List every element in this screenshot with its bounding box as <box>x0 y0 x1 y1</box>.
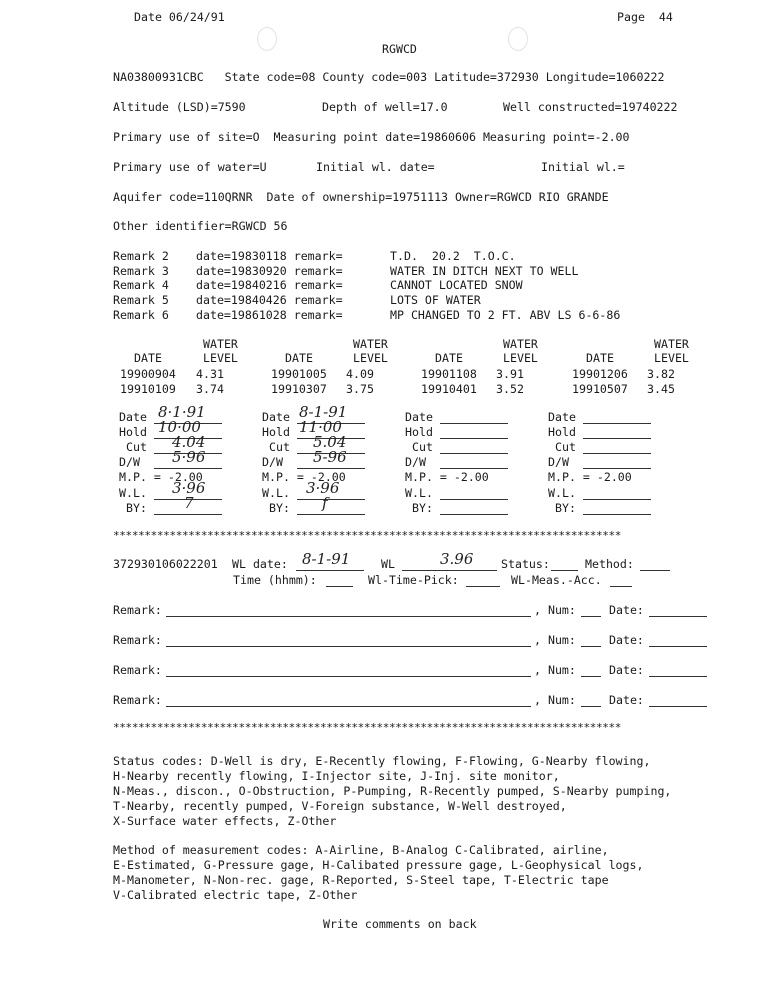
depth-of-well: Depth of well=17.0 <box>322 100 448 114</box>
form-date-label: Date <box>119 410 147 424</box>
num-label: , Num: <box>534 633 576 647</box>
punch-hole-right <box>508 27 528 51</box>
col-header-water: WATER <box>203 337 238 351</box>
method-label: Method: <box>585 557 634 571</box>
remark-entry-label: Remark: <box>113 663 162 677</box>
form-dw-label: D/W <box>548 455 569 469</box>
page-number: Page 44 <box>617 10 673 24</box>
remark-entry-field[interactable] <box>166 676 531 677</box>
method-code-line: V-Calibrated electric tape, Z-Other <box>113 888 358 902</box>
form-mp-label: M.P. = -2.00 <box>548 470 632 484</box>
site-line-1: NA03800931CBC State code=08 County code=003 Latitude=372930 Longitude=1060222 <box>113 70 665 84</box>
remark-date: date=19840216 remark= <box>196 278 343 292</box>
num-label: , Num: <box>534 603 576 617</box>
separator-top: ********************************************************************************* <box>113 529 622 542</box>
table-cell: 19901005 <box>271 367 327 381</box>
status-code-line: X-Surface water effects, Z-Other <box>113 814 337 828</box>
primary-use-water: Primary use of water=U <box>113 160 267 174</box>
form-wl-label: W.L. <box>262 486 290 500</box>
form-dw-label: D/W <box>262 455 283 469</box>
form-by-signature[interactable]: f <box>322 494 328 512</box>
form-hold-label: Hold <box>119 425 147 439</box>
status-code-line: Status codes: D-Well is dry, E-Recently flowing, F-Flowing, G-Nearby flowing, <box>113 754 651 768</box>
form-mp-label: M.P. = -2.00 <box>262 470 346 484</box>
wl-label: WL <box>381 557 395 571</box>
meas-acc-label: WL-Meas.-Acc. <box>511 573 602 587</box>
method-code-line: M-Manometer, N-Non-rec. gage, R-Reported, S-Steel tape, T-Electric tape <box>113 873 609 887</box>
date-label: Date: <box>609 603 644 617</box>
table-cell: 3.45 <box>647 382 675 396</box>
remark-text: MP CHANGED TO 2 FT. ABV LS 6-6-86 <box>390 308 621 322</box>
form-date-label: Date <box>262 410 290 424</box>
altitude: Altitude (LSD)=7590 <box>113 100 246 114</box>
remark-entry-field[interactable] <box>166 706 531 707</box>
footer-note: Write comments on back <box>323 917 477 931</box>
punch-hole-left <box>257 27 277 51</box>
table-cell: 19910401 <box>421 382 477 396</box>
report-date: Date 06/24/91 <box>134 10 225 24</box>
form-by-label: BY: <box>555 501 576 515</box>
form-hold-label: Hold <box>405 425 433 439</box>
form-cut-label: Cut <box>269 440 290 454</box>
table-cell: 3.74 <box>196 382 224 396</box>
remark-entry-label: Remark: <box>113 693 162 707</box>
date-label: Date: <box>609 663 644 677</box>
form-cut-value[interactable]: 4.04 <box>172 433 206 451</box>
form-hold-label: Hold <box>548 425 576 439</box>
col-header-level: LEVEL <box>203 351 238 365</box>
col-header-date: DATE <box>586 351 614 365</box>
col-header-level: LEVEL <box>654 351 689 365</box>
remark-label: Remark 6 <box>113 308 169 322</box>
form-dw-label: D/W <box>119 455 140 469</box>
form-wl-value[interactable]: 3·96 <box>306 479 340 497</box>
form-date-value[interactable]: 8-1-91 <box>299 403 348 421</box>
remark-text: LOTS OF WATER <box>390 293 481 307</box>
remark-text: CANNOT LOCATED SNOW <box>390 278 523 292</box>
num-label: , Num: <box>534 693 576 707</box>
site-line-3: Primary use of site=O Measuring point date=19860606 Measuring point=-2.00 <box>113 130 630 144</box>
remark-entry-field[interactable] <box>166 646 531 647</box>
table-cell: 19910109 <box>120 382 176 396</box>
table-cell: 19910307 <box>271 382 327 396</box>
form-dw-value[interactable]: 5·96 <box>172 448 206 466</box>
form-cut-value[interactable]: 5.04 <box>313 433 347 451</box>
remark-date: date=19861028 remark= <box>196 308 343 322</box>
table-cell: 19910507 <box>572 382 628 396</box>
col-header-water: WATER <box>353 337 388 351</box>
remark-date: date=19830118 remark= <box>196 249 343 263</box>
table-cell: 3.75 <box>346 382 374 396</box>
form-dw-value[interactable]: 5-96 <box>313 448 347 466</box>
form-hold-value[interactable]: 10·00 <box>158 418 201 436</box>
table-cell: 3.91 <box>496 367 524 381</box>
remark-entry-label: Remark: <box>113 633 162 647</box>
form-mp-label: M.P. = -2.00 <box>119 470 203 484</box>
method-code-line: E-Estimated, G-Pressure gage, H-Calibated pressure gage, L-Geophysical logs, <box>113 858 644 872</box>
status-code-line: H-Nearby recently flowing, I-Injector site, J-Inj. site monitor, <box>113 769 560 783</box>
table-cell: 19900904 <box>120 367 176 381</box>
table-cell: 19901206 <box>572 367 628 381</box>
remark-label: Remark 2 <box>113 249 169 263</box>
table-cell: 19901108 <box>421 367 477 381</box>
remark-label: Remark 5 <box>113 293 169 307</box>
form-hold-label: Hold <box>262 425 290 439</box>
form-cut-label: Cut <box>555 440 576 454</box>
form-mp-label: M.P. = -2.00 <box>405 470 489 484</box>
date-label: Date: <box>609 693 644 707</box>
remark-label: Remark 3 <box>113 264 169 278</box>
status-code-line: T-Nearby, recently pumped, V-Foreign substance, W-Well destroyed, <box>113 799 567 813</box>
status-code-line: N-Meas., discon., O-Obstruction, P-Pumping, R-Recently pumped, S-Nearby pumping, <box>113 784 672 798</box>
col-header-water: WATER <box>654 337 689 351</box>
form-date-label: Date <box>405 410 433 424</box>
remark-label: Remark 4 <box>113 278 169 292</box>
remark-text: WATER IN DITCH NEXT TO WELL <box>390 264 579 278</box>
separator-bottom: ********************************************************************************* <box>113 721 622 734</box>
wl-date-label: WL date: <box>232 557 288 571</box>
date-label: Date: <box>609 633 644 647</box>
remark-entry-label: Remark: <box>113 603 162 617</box>
col-header-water: WATER <box>503 337 538 351</box>
form-by-label: BY: <box>412 501 433 515</box>
wl-value[interactable]: 3.96 <box>440 550 474 568</box>
remark-text: T.D. 20.2 T.O.C. <box>390 249 516 263</box>
form-cut-label: Cut <box>412 440 433 454</box>
form-wl-label: W.L. <box>548 486 576 500</box>
initial-wl-date: Initial wl. date= <box>316 160 435 174</box>
form-date-value[interactable]: 8·1·91 <box>158 403 206 421</box>
table-cell: 3.82 <box>647 367 675 381</box>
time-pick-label: Wl-Time-Pick: <box>368 573 459 587</box>
form-by-signature[interactable]: 7 <box>184 494 194 512</box>
form-by-label: BY: <box>269 501 290 515</box>
initial-wl: Initial wl.= <box>541 160 625 174</box>
form-wl-label: W.L. <box>119 486 147 500</box>
form-wl-label: W.L. <box>405 486 433 500</box>
method-code-line: Method of measurement codes: A-Airline, B-Analog C-Calibrated, airline, <box>113 843 609 857</box>
col-header-level: LEVEL <box>353 351 388 365</box>
form-wl-value[interactable]: 3·96 <box>172 479 206 497</box>
form-by-label: BY: <box>126 501 147 515</box>
col-header-date: DATE <box>435 351 463 365</box>
time-label: Time (hhmm): <box>233 573 317 587</box>
remark-date: date=19830920 remark= <box>196 264 343 278</box>
status-label: Status: <box>501 557 550 571</box>
site-line-5: Aquifer code=110QRNR Date of ownership=19751113 Owner=RGWCD RIO GRANDE <box>113 190 609 204</box>
col-header-date: DATE <box>285 351 313 365</box>
form-dw-label: D/W <box>405 455 426 469</box>
col-header-level: LEVEL <box>503 351 538 365</box>
form-hold-value[interactable]: 11·00 <box>299 418 342 436</box>
site-id: 372930106022201 <box>113 557 218 571</box>
table-cell: 4.09 <box>346 367 374 381</box>
num-label: , Num: <box>534 663 576 677</box>
table-cell: 3.52 <box>496 382 524 396</box>
page-title: RGWCD <box>382 42 417 56</box>
remark-date: date=19840426 remark= <box>196 293 343 307</box>
table-cell: 4.31 <box>196 367 224 381</box>
col-header-date: DATE <box>134 351 162 365</box>
form-date-label: Date <box>548 410 576 424</box>
form-cut-label: Cut <box>126 440 147 454</box>
wl-date-value[interactable]: 8-1-91 <box>302 550 351 568</box>
remark-entry-field[interactable] <box>166 616 531 617</box>
well-constructed: Well constructed=19740222 <box>503 100 678 114</box>
other-identifier: Other identifier=RGWCD 56 <box>113 219 288 233</box>
